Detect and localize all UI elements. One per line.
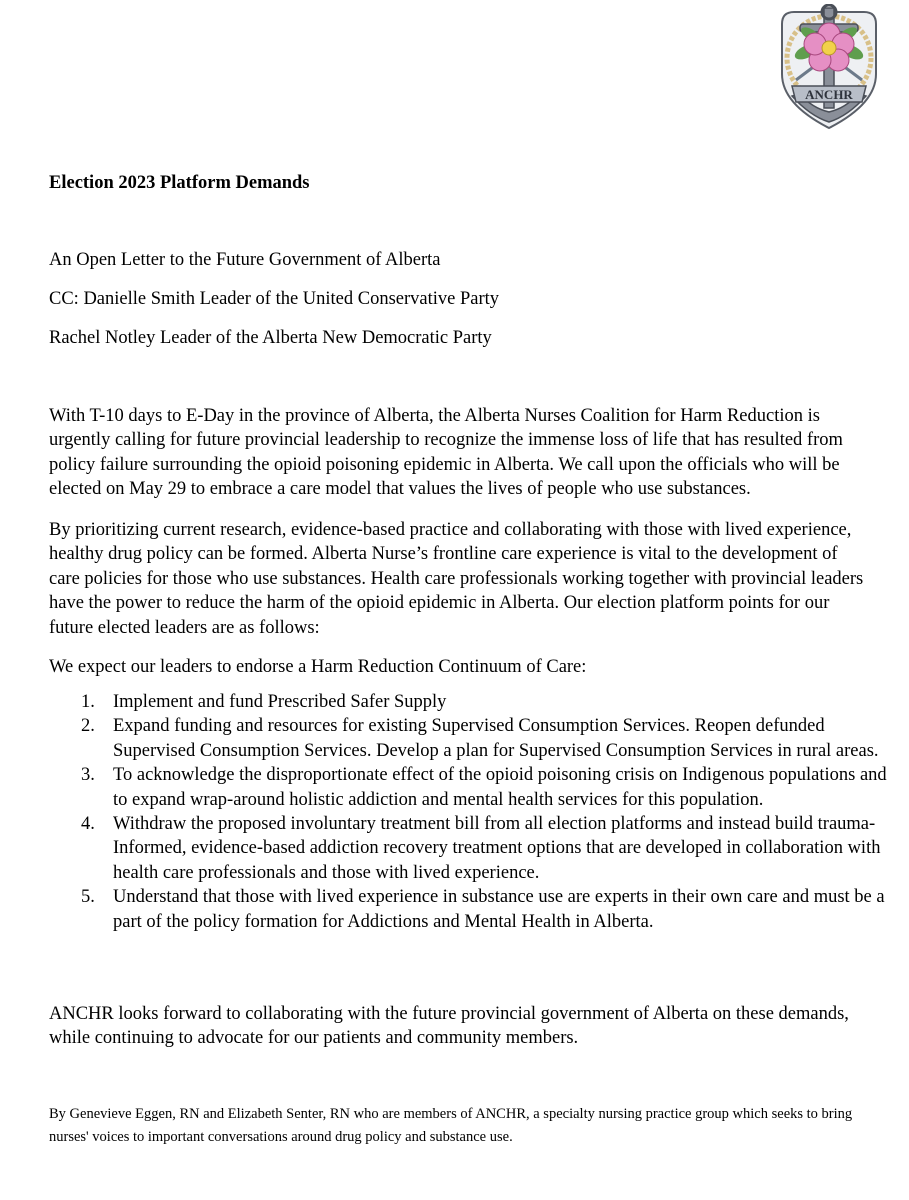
policy-paragraph: By prioritizing current research, evidence-based practice and collaborating with those with lived experience, healthy drug policy can be formed. Alberta Nurse’s frontline care experience is vital to the development of care policies for those who use substances. Health care professionals working together with provincial leaders have the power to reduce the harm of the opioid epidemic in Alberta. Our election platform points for our future elected leaders are as follows:: [49, 520, 864, 638]
demand-text: Implement and fund Prescribed Safer Supply: [113, 692, 447, 712]
demand-item: [49, 885, 889, 934]
anchor-flower-emblem-icon: [770, 4, 888, 132]
demand-item: [49, 812, 889, 885]
demand-item: [49, 763, 889, 812]
cc-line-second: Rachel Notley Leader of the Alberta New Democratic Party: [49, 328, 492, 348]
intro-paragraph: With T-10 days to E-Day in the province of Alberta, the Alberta Nurses Coalition for Harm Reduction is urgently calling for future provincial leadership to recognize the immense loss of life that has resulted from policy failure surrounding the opioid poisoning epidemic in Alberta. We call upon the officials who will be elected on May 29 to embrace a care model that values the lives of people who use substances.: [49, 406, 843, 500]
document-title: Election 2023 Platform Demands: [49, 173, 310, 193]
letter-recipient: An Open Letter to the Future Government of Alberta: [49, 250, 441, 270]
demand-text: Withdraw the proposed involuntary treatment bill from all election platforms and instead build trauma-Informed, evidence-based addiction recovery treatment options that are developed in collaboration with health care professionals and those with lived experience.: [113, 814, 881, 883]
demand-item: [49, 714, 889, 763]
demand-number: 1.: [81, 692, 95, 712]
demand-number: 4.: [81, 814, 95, 835]
cc-line: CC: Danielle Smith Leader of the United Conservative Party: [49, 289, 500, 309]
author-note: By Genevieve Eggen, RN and Elizabeth Senter, RN who are members of ANCHR, a specialty nursing practice group which seeks to bring nurses' voices to important conversations around drug policy and substance use.: [49, 1106, 853, 1145]
demand-text: To acknowledge the disproportionate effect of the opioid poisoning crisis on Indigenous populations and to expand wrap-around holistic addiction and mental health services for this population.: [113, 765, 887, 810]
demands-list: [49, 690, 889, 934]
logo-text: ANCHR: [805, 87, 853, 102]
demand-number: 3.: [81, 765, 95, 786]
demand-text: Expand funding and resources for existing Supervised Consumption Services. Reopen defunded Supervised Consumption Services. Develop a plan for Supervised Consumption Services in rural areas.: [113, 716, 879, 761]
continuum-lead-in: We expect our leaders to endorse a Harm Reduction Continuum of Care:: [49, 657, 587, 677]
demand-number: 2.: [81, 716, 95, 737]
demand-number: 5.: [81, 887, 95, 908]
closing-paragraph: ANCHR looks forward to collaborating with the future provincial government of Alberta on these demands, while continuing to advocate for our patients and community members.: [49, 1004, 849, 1049]
demand-item: [49, 690, 889, 714]
anchr-logo: [770, 4, 888, 132]
demand-text: Understand that those with lived experience in substance use are experts in their own care and must be a part of the policy formation for Addictions and Mental Health in Alberta.: [113, 887, 885, 932]
